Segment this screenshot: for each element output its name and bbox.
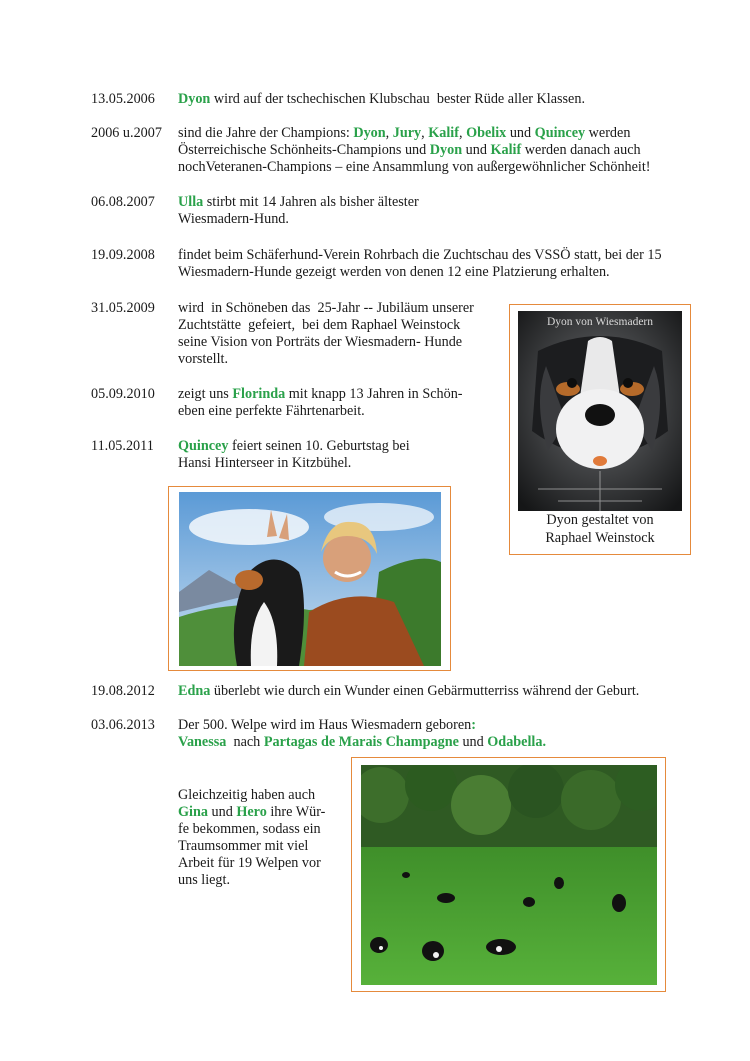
entry-text (178, 91, 585, 108)
entry-text (178, 683, 639, 700)
highlighted-dog-name: Odabella. (487, 734, 546, 750)
text-segment: vorstellt. (178, 351, 229, 367)
entry-date: 05.09.2010 (91, 386, 155, 402)
text-segment: Gleichzeitig haben auch (178, 787, 316, 803)
portrait-caption-line2: Raphael Weinstock (545, 530, 655, 546)
highlighted-dog-name: Vanessa (178, 734, 227, 750)
text-segment: seine Vision von Porträts der Wiesmadern- Hunde (178, 334, 463, 350)
side-note-line (178, 787, 315, 804)
entry-date: 03.06.2013 (91, 717, 155, 733)
entry-date: 19.09.2008 (91, 247, 155, 263)
highlighted-dog-name: Quincey (178, 438, 229, 454)
text-segment: Traumsommer mit viel (178, 838, 309, 854)
entry-text (178, 264, 610, 281)
text-segment: Arbeit für 19 Welpen vor (178, 855, 321, 871)
highlighted-dog-name: Hero (236, 804, 267, 820)
entry-text (178, 317, 460, 334)
highlighted-dog-name: Dyon (429, 142, 463, 158)
highlighted-dog-name: Kalif (490, 142, 522, 158)
entry-text (178, 211, 289, 228)
entry-date: 2006 u.2007 (91, 125, 162, 141)
text-segment: uns liegt. (178, 872, 231, 888)
text-segment: nach (226, 734, 264, 750)
side-note-line (178, 838, 308, 855)
entry-text (178, 159, 651, 176)
text-segment: Der 500. Welpe wird im Haus Wiesmadern geboren (178, 717, 472, 733)
text-segment: Hansi Hinterseer in Kitzbühel. (178, 455, 352, 471)
text-segment: mit knapp 13 Jahren in Schön- (285, 386, 463, 402)
text-segment: wird auf der tschechischen Klubschau bester Rüde aller Klassen. (210, 91, 585, 107)
dog-portrait-image (518, 311, 682, 511)
highlighted-dog-name: Edna (178, 683, 211, 699)
highlighted-dog-name: Dyon (178, 91, 211, 107)
text-segment: wird in Schöneben das 25-Jahr -- Jubiläum unserer (178, 300, 474, 316)
text-segment: eben eine perfekte Fährtenarbeit. (178, 403, 365, 419)
highlighted-dog-name: Ulla (178, 194, 204, 210)
entry-text (178, 455, 351, 472)
text-segment: feiert seinen 10. Geburtstag bei (228, 438, 410, 454)
highlighted-dog-name: Kalif (428, 125, 459, 141)
text-segment: und (207, 804, 237, 820)
text-segment: werden (585, 125, 631, 141)
highlighted-dog-name: Partagas de Marais Champagne (263, 734, 459, 750)
text-segment: Österreichische Schönheits-Champions und (178, 142, 430, 158)
text-segment: , (385, 125, 393, 141)
text-segment: , (458, 125, 467, 141)
side-note-line (178, 804, 325, 821)
painting-title: Dyon von Wiesmadern (547, 316, 653, 328)
text-segment: überlebt wie durch ein Wunder einen Gebärmutterriss während der Geburt. (210, 683, 640, 699)
puppies-meadow-photo (361, 765, 657, 985)
entry-text (178, 351, 228, 368)
text-segment: und (506, 125, 535, 141)
text-segment: , (421, 125, 429, 141)
entry-date: 19.08.2012 (91, 683, 155, 699)
portrait-frame (509, 304, 691, 555)
entry-text (178, 194, 419, 211)
text-segment: fe bekommen, sodass ein (178, 821, 321, 837)
highlighted-dog-name: Jury (392, 125, 422, 141)
entry-text (178, 403, 365, 420)
entry-text (178, 438, 410, 455)
entry-date: 31.05.2009 (91, 300, 155, 316)
text-segment: stirbt mit 14 Jahren als bisher ältester (203, 194, 419, 210)
entry-text (178, 386, 463, 403)
highlighted-dog-name: Florinda (232, 386, 286, 402)
text-segment: und (462, 142, 491, 158)
side-note-line (178, 821, 321, 838)
text-segment: sind die Jahre der Champions: (178, 125, 354, 141)
entry-text (178, 734, 546, 751)
text-segment: findet beim Schäferhund-Verein Rohrbach die Zuchtschau des VSSÖ statt, bei der 15 (178, 247, 662, 263)
hinterseer-photo-frame (168, 486, 451, 671)
highlighted-dog-name: Obelix (466, 125, 507, 141)
entry-date: 13.05.2006 (91, 91, 155, 107)
entry-text (178, 247, 662, 264)
highlighted-dog-name: : (471, 717, 476, 733)
highlighted-dog-name: Gina (178, 804, 208, 820)
text-segment: zeigt uns (178, 386, 233, 402)
entry-text (178, 300, 474, 317)
text-segment: Wiesmadern-Hunde gezeigt werden von denen 12 eine Platzierung erhalten. (178, 264, 610, 280)
entry-text (178, 334, 462, 351)
text-segment: Wiesmadern-Hund. (178, 211, 289, 227)
puppies-photo-frame (351, 757, 666, 992)
entry-date: 11.05.2011 (91, 438, 154, 454)
entry-text (178, 717, 476, 734)
text-segment: werden danach auch (521, 142, 641, 158)
side-note-line (178, 872, 230, 889)
entry-date: 06.08.2007 (91, 194, 155, 210)
highlighted-dog-name: Quincey (534, 125, 586, 141)
text-segment: ihre Wür- (266, 804, 326, 820)
highlighted-dog-name: Dyon (353, 125, 386, 141)
text-segment: und (458, 734, 488, 750)
entry-text (178, 125, 630, 142)
hinterseer-with-dog-photo (179, 492, 441, 666)
text-segment: Zuchtstätte gefeiert, bei dem Raphael Weinstock (178, 317, 461, 333)
text-segment: nochVeteranen-Champions – eine Ansammlung von außergewöhnlicher Schönheit! (178, 159, 651, 175)
entry-text (178, 142, 641, 159)
side-note-line (178, 855, 321, 872)
portrait-caption-line1: Dyon gestaltet von (546, 512, 654, 528)
